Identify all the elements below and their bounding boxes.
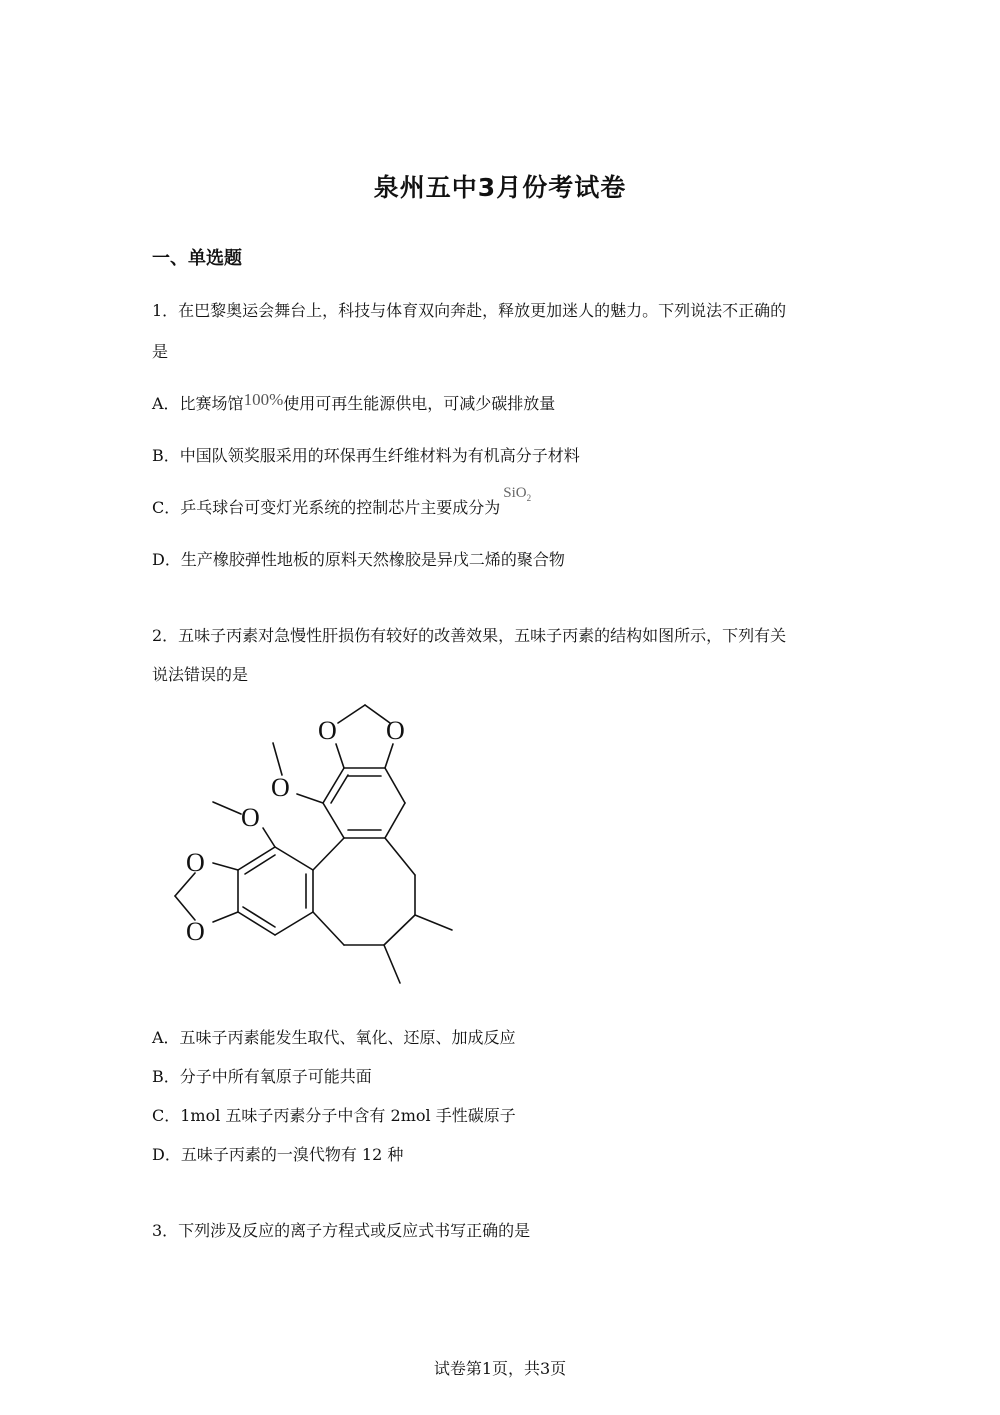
oxygen-label: O xyxy=(318,716,337,745)
q1-option-c-formula xyxy=(503,485,531,501)
oxygen-label: O xyxy=(186,848,205,877)
q1-stem-line2: 是 xyxy=(152,342,169,361)
q1-option-a-percent: 100% xyxy=(243,390,284,409)
q1-stem-line1: 1．在巴黎奥运会舞台上，科技与体育双向奔赴，释放更加迷人的魅力。下列说法不正确的 xyxy=(152,301,787,320)
q2-option-b: B．分子中所有氧原子可能共面 xyxy=(152,1067,372,1086)
formula-main: SiO xyxy=(503,485,527,501)
q2-stem-line1: 2．五味子丙素对急慢性肝损伤有较好的改善效果，五味子丙素的结构如图所示，下列有关 xyxy=(152,626,787,645)
q1-option-c-text: C．乒乓球台可变灯光系统的控制芯片主要成分为 xyxy=(152,498,501,517)
q1-option-a xyxy=(152,391,555,414)
oxygen-label: O xyxy=(386,716,405,745)
oxygen-label: O xyxy=(186,917,205,946)
page-title: 泉州五中3月份考试卷 xyxy=(373,173,627,202)
section-heading: 一、单选题 xyxy=(152,248,242,269)
q1-option-a-prefix: A．比赛场馆 xyxy=(152,394,244,413)
schisandrin-c-structure xyxy=(150,700,470,995)
q2-option-d: D．五味子丙素的一溴代物有 12 种 xyxy=(152,1145,404,1164)
q2-option-c: C．1mol 五味子丙素分子中含有 2mol 手性碳原子 xyxy=(152,1106,516,1125)
q2-stem-line2: 说法错误的是 xyxy=(152,665,249,684)
q1-option-a-suffix: 使用可再生能源供电，可减少碳排放量 xyxy=(283,394,556,413)
formula-subscript: 2 xyxy=(526,493,532,503)
q3-stem: 3．下列涉及反应的离子方程式或反应式书写正确的是 xyxy=(152,1221,531,1240)
q1-option-c xyxy=(152,485,532,519)
q1-option-d: D．生产橡胶弹性地板的原料天然橡胶是异戊二烯的聚合物 xyxy=(152,550,565,569)
q2-option-a: A．五味子丙素能发生取代、氧化、还原、加成反应 xyxy=(152,1028,516,1047)
oxygen-label: O xyxy=(241,803,260,832)
oxygen-label: O xyxy=(271,773,290,802)
q1-option-b: B．中国队领奖服采用的环保再生纤维材料为有机高分子材料 xyxy=(152,446,580,465)
page-footer: 试卷第1页，共3页 xyxy=(433,1359,567,1378)
